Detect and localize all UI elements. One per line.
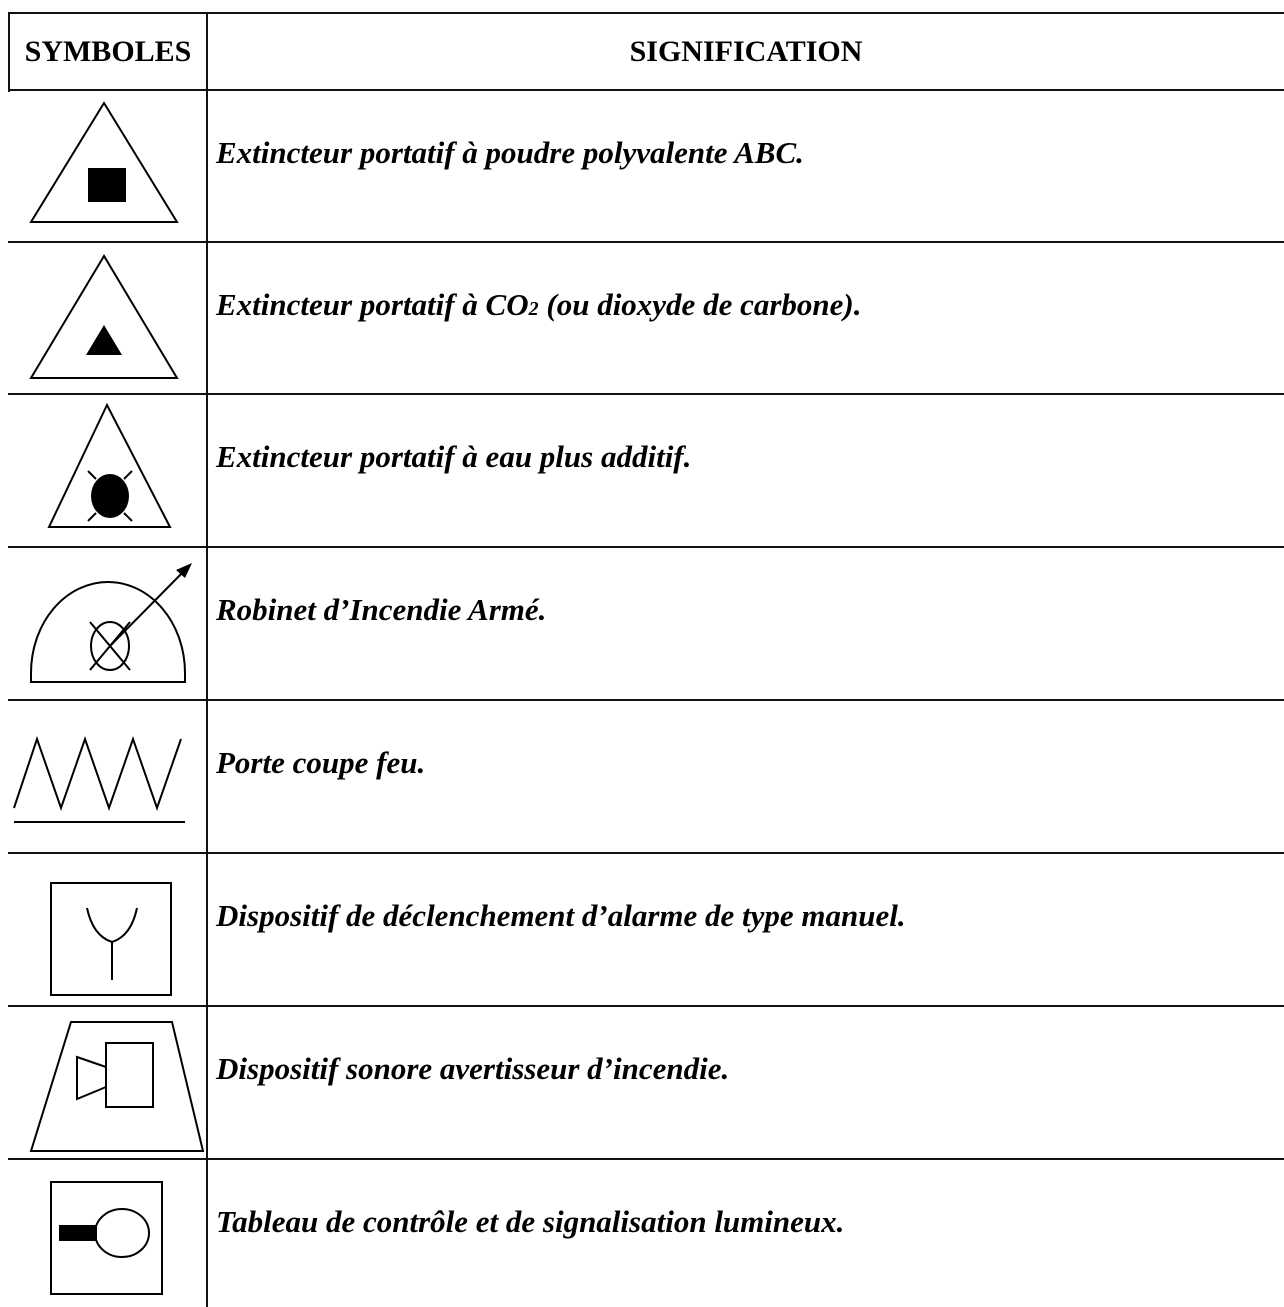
row-meaning: Tableau de contrôle et de signalisation lumineux. bbox=[216, 1204, 845, 1239]
row-meaning: Dispositif sonore avertisseur d’incendie. bbox=[216, 1051, 730, 1086]
row-meaning: Extincteur portatif à poudre polyvalente ABC. bbox=[216, 135, 804, 170]
row-meaning: Robinet d’Incendie Armé. bbox=[216, 592, 547, 627]
table-row bbox=[0, 701, 1284, 852]
table-row bbox=[0, 1160, 1284, 1307]
table-row bbox=[0, 854, 1284, 1005]
table-row bbox=[0, 243, 1284, 393]
row-meaning: Porte coupe feu. bbox=[216, 745, 426, 780]
table-row bbox=[0, 1007, 1284, 1158]
row-meaning: Extincteur portatif à eau plus additif. bbox=[216, 439, 692, 474]
table-row bbox=[0, 91, 1284, 241]
row-meaning: Extincteur portatif à CO2 (ou dioxyde de carbone). bbox=[216, 287, 862, 322]
row-meaning: Dispositif de déclenchement d’alarme de type manuel. bbox=[216, 898, 906, 933]
table-row bbox=[0, 395, 1284, 546]
header-meaning: SIGNIFICATION bbox=[629, 35, 863, 68]
table-row bbox=[0, 548, 1284, 699]
header-symbols: SYMBOLES bbox=[24, 35, 192, 68]
